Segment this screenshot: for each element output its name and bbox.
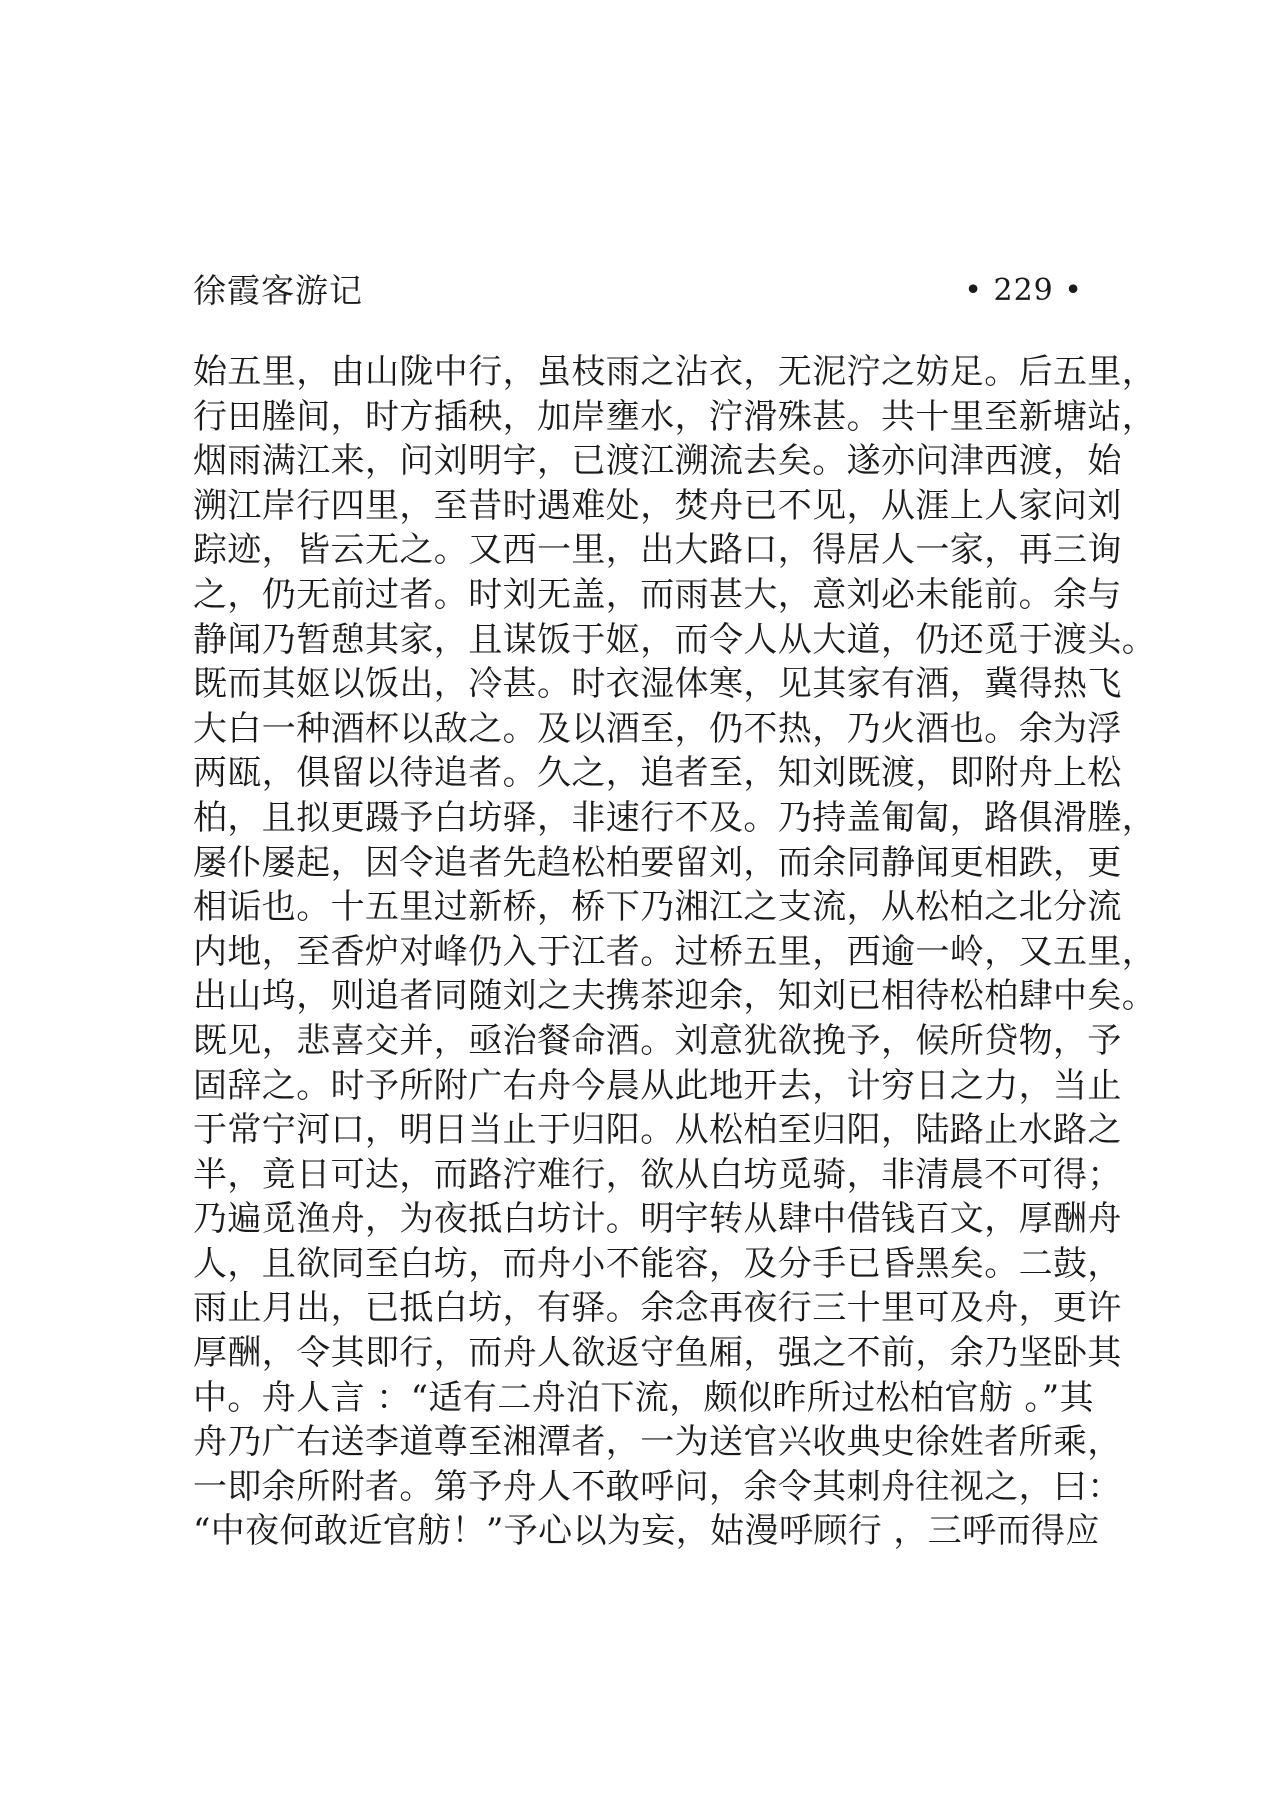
- text-line: 之，仍无前过者。时刘无盖，而雨甚大，意刘必未能前。余与: [193, 574, 1122, 615]
- text-line: 半，竟日可达，而路泞难行，欲从白坊觅骑，非清晨不可得；: [193, 1154, 1122, 1195]
- text-line: 中。舟人言 ：“适有二舟泊下流，颇似昨所过松柏官舫 。”其: [193, 1377, 1094, 1418]
- text-line: 既而其妪以饭出，冷甚。时衣湿体寒，见其家有酒，冀得热飞: [193, 664, 1122, 705]
- text-line: 乃遍觅渔舟，为夜抵白坊计。明宇转从肆中借钱百文，厚酬舟: [193, 1199, 1122, 1240]
- text-line: 相诟也。十五里过新桥，桥下乃湘江之支流，从松柏之北分流: [193, 887, 1122, 928]
- text-line: 溯江岸行四里，至昔时遇难处，焚舟已不见，从涯上人家问刘: [193, 485, 1122, 526]
- text-line: 大白一种酒杯以敌之。及以酒至，仍不热，乃火酒也。余为浮: [193, 708, 1122, 749]
- text-line: 静闻乃暂憩其家，且谋饭于妪，而令人从大道，仍还觅于渡头。: [193, 619, 1157, 660]
- text-line: 一即余所附者。第予舟人不敢呼问，余令其刺舟往视之，曰：: [193, 1466, 1122, 1507]
- text-line: 行田塍间，时方插秧，加岸壅水，泞滑殊甚。共十里至新塘站，: [193, 396, 1157, 437]
- text-line: 两瓯，俱留以待追者。久之，追者至，知刘既渡，即附舟上松: [193, 753, 1122, 794]
- body-text: [193, 350, 1157, 1554]
- text-line: 内地，至香炉对峰仍入于江者。过桥五里，西逾一岭，又五里，: [193, 931, 1157, 972]
- text-line: 踪迹，皆云无之。又西一里，出大路口，得居人一家，再三询: [193, 530, 1122, 571]
- text-line: “中夜何敢近官舫！”予心以为妄，姑漫呼顾行 ，三呼而得应: [193, 1511, 1100, 1552]
- page-number: • 229 •: [964, 273, 1083, 308]
- text-line: 舟乃广右送李道尊至湘潭者，一为送官兴收典史徐姓者所乘，: [193, 1422, 1122, 1463]
- text-line: 雨止月出，已抵白坊，有驿。余念再夜行三十里可及舟，更许: [193, 1288, 1122, 1329]
- page-header: [193, 268, 1083, 314]
- text-line: 既见，悲喜交并，亟治餐命酒。刘意犹欲挽予，候所贷物，予: [193, 1020, 1122, 1061]
- text-line: 于常宁河口，明日当止于归阳。从松柏至归阳，陆路止水路之: [193, 1110, 1122, 1151]
- text-line: 厚酬，令其即行，而舟人欲返守鱼厢，强之不前，余乃坚卧其: [193, 1333, 1122, 1374]
- text-line: 烟雨满江来，问刘明宇，已渡江溯流去矣。遂亦问津西渡，始: [193, 441, 1122, 482]
- text-line: 出山坞，则追者同随刘之夫携茶迎余，知刘已相待松柏肆中矣。: [193, 976, 1157, 1017]
- text-line: 固辞之。时予所附广右舟今晨从此地开去，计穷日之力，当止: [193, 1065, 1122, 1106]
- book-title: 徐霞客游记: [193, 271, 363, 310]
- text-line: 人，且欲同至白坊，而舟小不能容，及分手已昏黑矣。二鼓，: [193, 1243, 1122, 1284]
- text-line: 屡仆屡起，因令追者先趋松柏要留刘，而余同静闻更相跌，更: [193, 842, 1122, 883]
- text-line: 柏，且拟更蹑予白坊驿，非速行不及。乃持盖匍匐，路俱滑塍，: [193, 797, 1157, 838]
- text-line: 始五里，由山陇中行，虽枝雨之沾衣，无泥泞之妨足。后五里，: [193, 352, 1157, 392]
